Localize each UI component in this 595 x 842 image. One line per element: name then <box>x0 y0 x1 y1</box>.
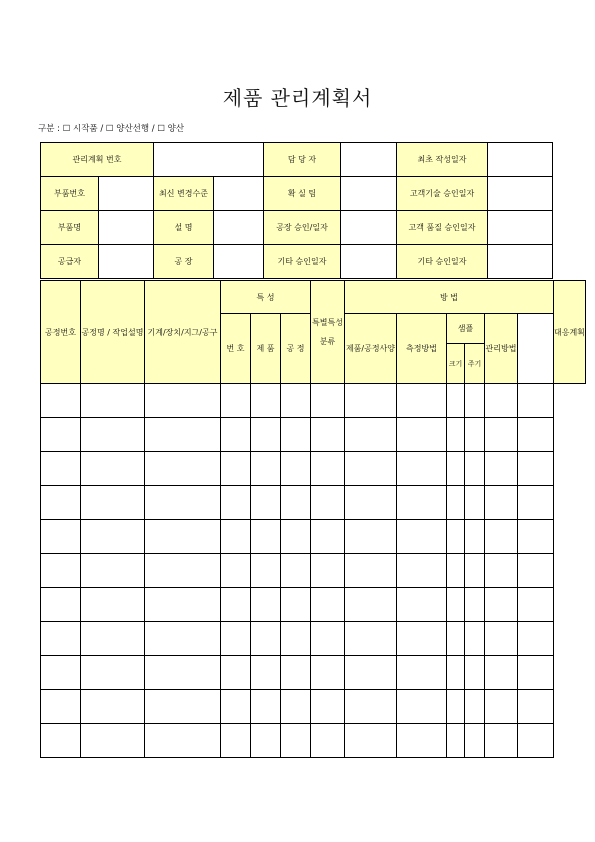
manager-label: 담 당 자 <box>264 143 341 177</box>
table-cell[interactable] <box>221 486 251 520</box>
table-cell[interactable] <box>221 724 251 758</box>
reviewer-value[interactable] <box>341 177 397 211</box>
table-cell[interactable] <box>221 384 251 418</box>
table-cell[interactable] <box>518 452 554 486</box>
special-char-header <box>311 281 345 384</box>
table-cell[interactable] <box>447 384 465 418</box>
table-cell[interactable] <box>397 656 447 690</box>
table-cell[interactable] <box>311 588 345 622</box>
table-cell[interactable] <box>485 622 518 656</box>
table-cell[interactable] <box>221 656 251 690</box>
table-cell[interactable] <box>41 486 81 520</box>
supplier-value[interactable] <box>99 245 154 279</box>
table-row <box>41 384 586 418</box>
table-row <box>41 588 586 622</box>
table-cell[interactable] <box>465 588 485 622</box>
table-cell[interactable] <box>447 724 465 758</box>
spec-header: 제품/공정사양 <box>345 314 397 384</box>
table-cell[interactable] <box>81 724 145 758</box>
table-cell[interactable] <box>485 452 518 486</box>
control-method-header: 관리방법 <box>485 314 518 384</box>
table-cell[interactable] <box>81 418 145 452</box>
table-cell[interactable] <box>485 690 518 724</box>
table-cell[interactable] <box>41 384 81 418</box>
reaction-header: 대응계획 <box>554 281 586 384</box>
first-date-value[interactable] <box>488 143 553 177</box>
table-cell[interactable] <box>81 690 145 724</box>
table-cell[interactable] <box>145 418 221 452</box>
table-cell[interactable] <box>518 520 554 554</box>
table-cell[interactable] <box>485 656 518 690</box>
other-approval-value[interactable] <box>341 245 397 279</box>
document-title: 제품 관리계획서 <box>222 86 373 110</box>
table-cell[interactable] <box>345 690 397 724</box>
table-cell[interactable] <box>397 588 447 622</box>
table-cell[interactable] <box>251 554 281 588</box>
table-cell[interactable] <box>281 520 311 554</box>
factory-approval-label: 공장 승인/일자 <box>264 211 341 245</box>
table-cell[interactable] <box>251 418 281 452</box>
factory-approval-value[interactable] <box>341 211 397 245</box>
table-cell[interactable] <box>221 452 251 486</box>
factory-label: 공 장 <box>154 245 214 279</box>
table-cell[interactable] <box>281 384 311 418</box>
table-cell[interactable] <box>311 690 345 724</box>
table-row <box>41 690 586 724</box>
table-cell[interactable] <box>518 690 554 724</box>
table-row <box>41 656 586 690</box>
table-cell[interactable] <box>41 554 81 588</box>
table-cell[interactable] <box>145 724 221 758</box>
process-table <box>40 280 586 758</box>
customer-eng-value[interactable] <box>488 177 553 211</box>
table-cell[interactable] <box>41 622 81 656</box>
table-cell[interactable] <box>251 486 281 520</box>
table-cell[interactable] <box>221 418 251 452</box>
table-cell[interactable] <box>221 520 251 554</box>
table-cell[interactable] <box>251 384 281 418</box>
part-name-label: 부품명 <box>41 211 99 245</box>
table-cell[interactable] <box>251 588 281 622</box>
table-cell[interactable] <box>447 520 465 554</box>
first-date-label: 최초 작성일자 <box>397 143 488 177</box>
table-cell[interactable] <box>145 622 221 656</box>
table-cell[interactable] <box>281 622 311 656</box>
process-name-header: 공정명 / 작업설명 <box>81 281 145 384</box>
char-no-header: 번 호 <box>221 314 251 384</box>
special-char-line2: 분류 <box>319 337 336 346</box>
table-cell[interactable] <box>221 554 251 588</box>
table-cell[interactable] <box>145 588 221 622</box>
table-cell[interactable] <box>485 418 518 452</box>
machine-header: 기계/장치/지그/공구 <box>145 281 221 384</box>
table-cell[interactable] <box>311 554 345 588</box>
table-cell[interactable] <box>41 656 81 690</box>
table-cell[interactable] <box>311 724 345 758</box>
table-cell[interactable] <box>41 418 81 452</box>
table-cell[interactable] <box>251 452 281 486</box>
table-cell[interactable] <box>41 690 81 724</box>
table-cell[interactable] <box>518 486 554 520</box>
table-cell[interactable] <box>447 622 465 656</box>
table-cell[interactable] <box>397 554 447 588</box>
process-no-header: 공정번호 <box>41 281 81 384</box>
sample-freq-header: 주기 <box>465 344 485 384</box>
table-cell[interactable] <box>81 554 145 588</box>
table-cell[interactable] <box>397 622 447 656</box>
latest-change-label: 최신 변경수준 <box>154 177 214 211</box>
table-cell[interactable] <box>345 452 397 486</box>
table-row <box>41 554 586 588</box>
table-cell[interactable] <box>447 690 465 724</box>
table-cell[interactable] <box>81 622 145 656</box>
reviewer-label: 확 실 팀 <box>264 177 341 211</box>
table-cell[interactable] <box>311 656 345 690</box>
method-header: 방 법 <box>345 281 554 314</box>
table-cell[interactable] <box>311 622 345 656</box>
table-row <box>41 724 586 758</box>
customer-quality-value[interactable] <box>488 211 553 245</box>
table-cell[interactable] <box>345 418 397 452</box>
table-cell[interactable] <box>397 452 447 486</box>
description-value[interactable] <box>214 211 264 245</box>
control-plan-no-value[interactable] <box>154 143 264 177</box>
supplier-label: 공급자 <box>41 245 99 279</box>
table-cell[interactable] <box>41 520 81 554</box>
table-cell[interactable] <box>251 690 281 724</box>
table-cell[interactable] <box>447 486 465 520</box>
table-cell[interactable] <box>311 520 345 554</box>
table-cell[interactable] <box>447 452 465 486</box>
special-char-line1: 특별특성 <box>312 318 343 327</box>
table-cell[interactable] <box>281 690 311 724</box>
table-cell[interactable] <box>397 418 447 452</box>
table-cell[interactable] <box>345 724 397 758</box>
table-cell[interactable] <box>485 384 518 418</box>
table-cell[interactable] <box>311 486 345 520</box>
table-cell[interactable] <box>281 452 311 486</box>
sample-size-header: 크기 <box>447 344 465 384</box>
table-cell[interactable] <box>281 656 311 690</box>
table-cell[interactable] <box>485 724 518 758</box>
table-cell[interactable] <box>447 656 465 690</box>
table-cell[interactable] <box>397 520 447 554</box>
table-cell[interactable] <box>81 486 145 520</box>
table-cell[interactable] <box>251 520 281 554</box>
eval-header: 측정방법 <box>397 314 447 384</box>
part-no-value[interactable] <box>99 177 154 211</box>
table-cell[interactable] <box>518 384 554 418</box>
part-name-value[interactable] <box>99 211 154 245</box>
process-rows <box>41 384 586 758</box>
table-cell[interactable] <box>145 520 221 554</box>
table-cell[interactable] <box>81 656 145 690</box>
table-cell[interactable] <box>345 520 397 554</box>
other-approval-value-2[interactable] <box>488 245 553 279</box>
table-cell[interactable] <box>465 622 485 656</box>
table-cell[interactable] <box>465 452 485 486</box>
table-cell[interactable] <box>518 724 554 758</box>
manager-value[interactable] <box>341 143 397 177</box>
table-cell[interactable] <box>465 384 485 418</box>
table-cell[interactable] <box>81 384 145 418</box>
table-cell[interactable] <box>41 588 81 622</box>
table-cell[interactable] <box>447 554 465 588</box>
sample-header: 샘플 <box>447 314 485 344</box>
control-plan-no-label: 관리계획 번호 <box>41 143 154 177</box>
latest-change-value[interactable] <box>214 177 264 211</box>
table-cell[interactable] <box>485 520 518 554</box>
table-cell[interactable] <box>345 656 397 690</box>
table-cell[interactable] <box>518 622 554 656</box>
table-cell[interactable] <box>345 588 397 622</box>
table-cell[interactable] <box>345 384 397 418</box>
table-cell[interactable] <box>311 384 345 418</box>
table-cell[interactable] <box>518 588 554 622</box>
table-cell[interactable] <box>465 656 485 690</box>
table-cell[interactable] <box>281 724 311 758</box>
other-approval-label-2: 기타 승인일자 <box>397 245 488 279</box>
char-process-header: 공 정 <box>281 314 311 384</box>
table-cell[interactable] <box>145 452 221 486</box>
part-no-label: 부품번호 <box>41 177 99 211</box>
customer-eng-label: 고객기술 승인일자 <box>397 177 488 211</box>
factory-value[interactable] <box>214 245 264 279</box>
table-cell[interactable] <box>447 418 465 452</box>
table-cell[interactable] <box>397 486 447 520</box>
table-cell[interactable] <box>485 588 518 622</box>
table-cell[interactable] <box>81 588 145 622</box>
table-cell[interactable] <box>221 622 251 656</box>
table-cell[interactable] <box>345 622 397 656</box>
table-cell[interactable] <box>81 520 145 554</box>
table-cell[interactable] <box>281 486 311 520</box>
table-cell[interactable] <box>311 418 345 452</box>
table-cell[interactable] <box>518 554 554 588</box>
table-cell[interactable] <box>281 588 311 622</box>
table-cell[interactable] <box>251 656 281 690</box>
table-row <box>41 622 586 656</box>
table-cell[interactable] <box>41 724 81 758</box>
characteristics-header: 특 성 <box>221 281 311 314</box>
table-cell[interactable] <box>145 486 221 520</box>
table-cell[interactable] <box>251 724 281 758</box>
table-cell[interactable] <box>397 724 447 758</box>
table-cell[interactable] <box>145 690 221 724</box>
table-cell[interactable] <box>465 724 485 758</box>
table-cell[interactable] <box>221 588 251 622</box>
table-row <box>41 486 586 520</box>
header-info-table <box>40 142 553 279</box>
description-label: 설 명 <box>154 211 214 245</box>
table-cell[interactable] <box>485 486 518 520</box>
table-cell[interactable] <box>41 452 81 486</box>
table-cell[interactable] <box>465 690 485 724</box>
other-approval-label: 기타 승인일자 <box>264 245 341 279</box>
table-cell[interactable] <box>397 690 447 724</box>
table-cell[interactable] <box>465 554 485 588</box>
table-row <box>41 520 586 554</box>
table-cell[interactable] <box>447 588 465 622</box>
table-cell[interactable] <box>345 554 397 588</box>
table-cell[interactable] <box>345 486 397 520</box>
table-cell[interactable] <box>281 554 311 588</box>
table-row <box>41 452 586 486</box>
table-cell[interactable] <box>251 622 281 656</box>
table-row <box>41 418 586 452</box>
customer-quality-label: 고객 품질 승인일자 <box>397 211 488 245</box>
table-cell[interactable] <box>485 554 518 588</box>
table-cell[interactable] <box>145 384 221 418</box>
table-cell[interactable] <box>518 656 554 690</box>
table-cell[interactable] <box>145 656 221 690</box>
table-cell[interactable] <box>518 418 554 452</box>
table-cell[interactable] <box>81 452 145 486</box>
table-cell[interactable] <box>465 486 485 520</box>
char-product-header: 제 품 <box>251 314 281 384</box>
category-line: 구분 : ☐ 시작품 / ☐ 양산선행 / ☐ 양산 <box>38 124 185 134</box>
table-cell[interactable] <box>281 418 311 452</box>
table-cell[interactable] <box>221 690 251 724</box>
table-cell[interactable] <box>311 452 345 486</box>
table-cell[interactable] <box>465 418 485 452</box>
table-cell[interactable] <box>397 384 447 418</box>
table-cell[interactable] <box>465 520 485 554</box>
table-cell[interactable] <box>145 554 221 588</box>
